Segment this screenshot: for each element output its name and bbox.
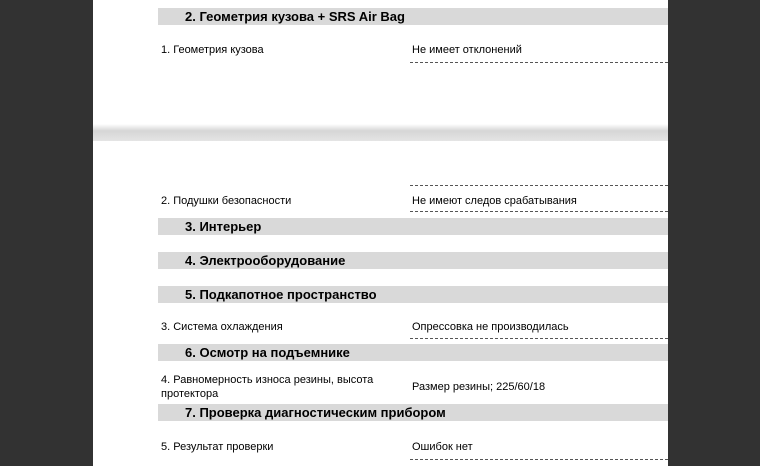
dashed-rule bbox=[410, 211, 668, 212]
row-value-airbags: Не имеют следов срабатывания bbox=[412, 195, 577, 207]
row-label-airbags: 2. Подушки безопасности bbox=[161, 195, 292, 207]
section-title: 3. Интерьер bbox=[185, 219, 262, 234]
section-header-diagnostics bbox=[158, 404, 668, 421]
document-page-2 bbox=[93, 141, 668, 466]
dashed-rule bbox=[410, 62, 668, 63]
section-title: 2. Геометрия кузова + SRS Air Bag bbox=[185, 9, 405, 24]
row-label-body-geometry: 1. Геометрия кузова bbox=[161, 44, 264, 56]
row-label-diagnostics: 5. Результат проверки bbox=[161, 441, 274, 453]
section-title: 7. Проверка диагностическим прибором bbox=[185, 405, 446, 420]
row-label-tires-line2: протектора bbox=[161, 388, 219, 400]
row-value-cooling: Опрессовка не производилась bbox=[412, 321, 569, 333]
section-title: 4. Электрооборудование bbox=[185, 253, 346, 268]
section-header-electrical bbox=[158, 252, 668, 269]
dashed-rule bbox=[410, 185, 668, 186]
document-page-1 bbox=[93, 0, 668, 124]
section-header-engine-bay bbox=[158, 286, 668, 303]
page-break bbox=[93, 124, 668, 141]
row-value-body-geometry: Не имеет отклонений bbox=[412, 44, 522, 56]
row-label-cooling: 3. Система охлаждения bbox=[161, 321, 283, 333]
section-title: 5. Подкапотное пространство bbox=[185, 287, 377, 302]
section-header-interior bbox=[158, 218, 668, 235]
section-header-lift-inspection bbox=[158, 344, 668, 361]
section-header-body-geometry bbox=[158, 8, 668, 25]
row-label-tires-line1: 4. Равномерность износа резины, высота bbox=[161, 374, 374, 386]
row-value-tires: Размер резины; 225/60/18 bbox=[412, 381, 546, 393]
section-title: 6. Осмотр на подъемнике bbox=[185, 345, 350, 360]
dashed-rule bbox=[410, 459, 668, 460]
row-value-diagnostics: Ошибок нет bbox=[412, 441, 473, 453]
dashed-rule bbox=[410, 338, 668, 339]
